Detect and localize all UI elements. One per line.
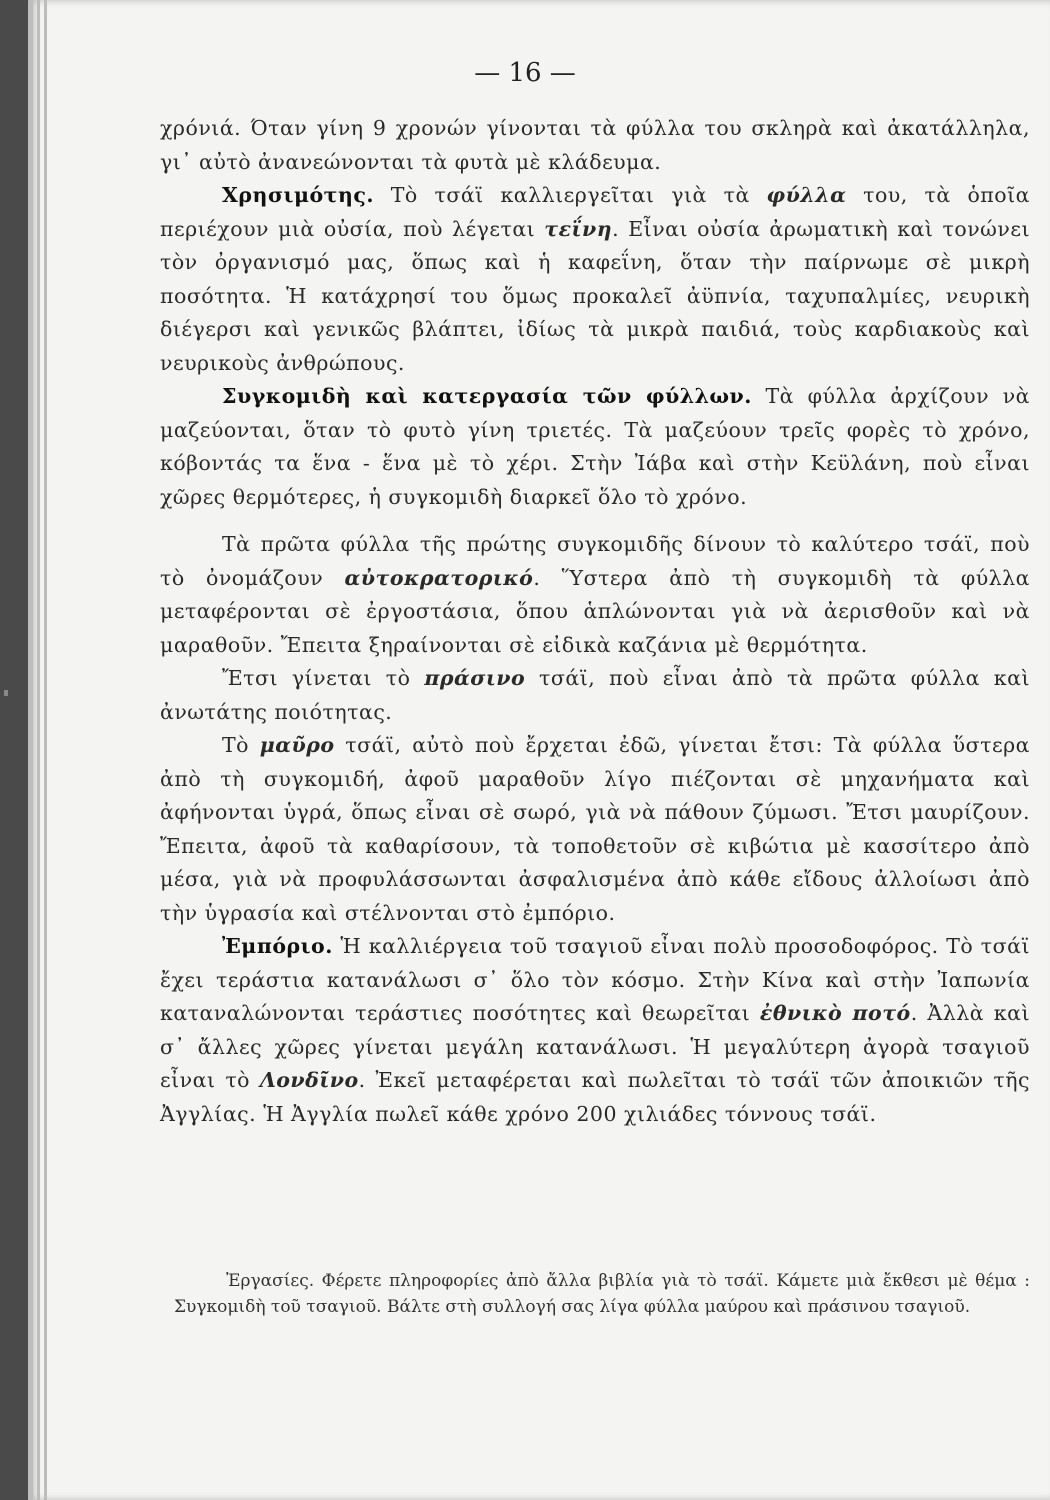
text-run: . Ἀλλὰ καὶ σ᾽ ἄλλες χῶρες γίνεται μεγάλη κατανάλωσι. Ἡ μεγαλύτερη ἀγορὰ τσαγιοῦ εἶναι τὸ — [160, 1001, 1030, 1092]
paragraph — [160, 662, 1030, 729]
paragraph — [160, 528, 1030, 662]
emphasized-term: τεΐνη — [544, 216, 613, 241]
paragraph — [160, 112, 1030, 179]
emphasized-term: ἐθνικὸ ποτό — [759, 1001, 911, 1025]
emphasized-term: Λονδῖνο — [259, 1068, 359, 1092]
text-run: Τὰ πρῶτα φύλλα τῆς πρώτης συγκομιδῆς δίνουν τὸ καλύτερο τσάϊ, ποὺ τὸ ὀνομάζουν — [160, 532, 1030, 590]
text-run: . Ὕστερα ἀπὸ τὴ συγκομιδὴ τὰ φύλλα μεταφέρονται σὲ ἐργοστάσια, ὅπου ἁπλώνονται γιὰ νὰ ἀερισθοῦν καὶ νὰ μαραθοῦν. Ἔπειτα ξηραίνονται σὲ εἰδικὰ καζάνια μὲ θερμότητα. — [160, 565, 1031, 657]
paragraph — [160, 729, 1030, 930]
text-run: χρόνιά. Όταν γίνη 9 χρονών γίνονται τὰ φύλλα του σκληρὰ καὶ ἀκατάλληλα, γι᾽ αὐτὸ ἀνανεώνονται τὰ φυτὰ μὲ κλάδευμα. — [160, 116, 1030, 174]
text-run: . Εἶναι οὐσία ἀρωματικὴ καὶ τονώνει τὸν ὀργανισμό μας, ὅπως καὶ ἡ καφεΐνη, ὅταν τὴν παίρνωμε σὲ μικρὴ ποσότητα. Ἡ κατάχρησί του ὅμως προκαλεῖ ἀϋπνία, ταχυπαλμίες, νευρικὴ διέγερσι καὶ γενικῶς βλάπτει, ἰδίως τὰ μικρὰ παιδιά, τοὺς καρδιακοὺς καὶ νευρικοὺς ἀνθρώπους. — [160, 216, 1030, 375]
body-text — [160, 112, 1030, 1131]
page-edge — [37, 0, 40, 1500]
emphasized-term: αὐτοκρατορικό — [344, 565, 534, 590]
paragraph — [160, 380, 1030, 514]
text-run: . Ἐκεῖ μεταφέρεται καὶ πωλεῖται τὸ τσάϊ τῶν ἀποικιῶν τῆς Ἀγγλίας. Ἡ Ἀγγλία πωλεῖ κάθε χρόνο 200 χιλιάδες τόννους τσάϊ. — [160, 1068, 1031, 1126]
text-run: Ἔτσι γίνεται τὸ — [222, 666, 425, 690]
emphasized-term: μαῦρο — [259, 733, 335, 757]
page-edge — [44, 0, 47, 1500]
exercises-footnote — [174, 1268, 1030, 1320]
paragraph — [160, 179, 1030, 380]
text-run: Ἡ καλλιέργεια τοῦ τσαγιοῦ εἶναι πολὺ προσοδοφόρος. Τὸ τσάϊ ἔχει τεράστια κατανάλωσι σ᾽ ὅλο τὸν κόσμο. Στὴν Κίνα καὶ στὴν Ἰαπωνία καταναλώνονται τεράστιες ποσότητες καὶ θεωρεῖται — [160, 934, 1030, 1025]
paragraph — [160, 930, 1030, 1131]
footnote-text: Ἐργασίες. Φέρετε πληροφορίες ἀπὸ ἄλλα βιβλία γιὰ τὸ τσάϊ. Κάμετε μιὰ ἔκθεσι μὲ θέμα : Συγκομιδὴ τοῦ τσαγιοῦ. Βάλτε στὴ συλλογή σας λίγα φύλλα μαύρου καὶ πράσινου τσαγιοῦ. — [174, 1271, 1030, 1317]
page-edge — [30, 0, 33, 1500]
text-run: του, τὰ ὁποῖα περιέχουν μιὰ οὐσία, ποὺ λέγεται — [160, 183, 1030, 241]
section-heading: Συγκομιδὴ καὶ κατεργασία τῶν φύλλων. — [222, 384, 752, 408]
text-run: Τὸ τσάϊ καλλιεργεῖται γιὰ τὰ — [373, 183, 767, 207]
text-run: Τὸ — [222, 733, 260, 757]
text-run: τσάϊ, ποὺ εἶναι ἀπὸ τὰ πρῶτα φύλλα καὶ ἀνωτάτης ποιότητας. — [160, 666, 1030, 724]
emphasized-term: πράσινο — [424, 666, 526, 690]
section-heading: Ἐμπόριο. — [222, 934, 333, 958]
text-run: Τὰ φύλλα ἀρχίζουν νὰ μαζεύονται, ὅταν τὸ φυτὸ γίνη τριετές. Τὰ μαζεύουν τρεῖς φορὲς τὸ χρόνο, κόβοντάς τα ἕνα - ἕνα μὲ τὸ χέρι. Στὴν Ἰάβα καὶ στὴν Κεϋλάνη, ποὺ εἶναι χῶρες θερμότερες, ἡ συγκομιδὴ διαρκεῖ ὅλο τὸ χρόνο. — [160, 384, 1030, 509]
text-run: τσάϊ, αὐτὸ ποὺ ἔρχεται ἐδῶ, γίνεται ἔτσι: Τὰ φύλλα ὕστερα ἀπὸ τὴ συγκομιδή, ἀφοῦ μαραθοῦν λίγο πιέζονται σὲ μηχανήματα καὶ ἀφήνονται ὑγρά, ὅπως εἶναι σὲ σωρό, γιὰ νὰ πάθουν ζύμωσι. Ἔτσι μαυρίζουν. Ἔπειτα, ἀφοῦ τὰ καθαρίσουν, τὰ τοποθετοῦν σὲ κιβώτια μὲ κασσίτερο ἀπὸ μέσα, γιὰ νὰ προφυλάσσωνται ἀσφαλισμένα ἀπὸ κάθε εἴδους ἀλλοίωσι ἀπὸ τὴν ὑγρασία καὶ στέλνονται στὸ ἐμπόριο. — [160, 733, 1030, 925]
emphasized-term: φύλλα — [766, 183, 847, 207]
section-heading: Χρησιμότης. — [222, 183, 374, 207]
page-number: — 16 — — [474, 58, 576, 88]
margin-mark — [4, 690, 8, 696]
